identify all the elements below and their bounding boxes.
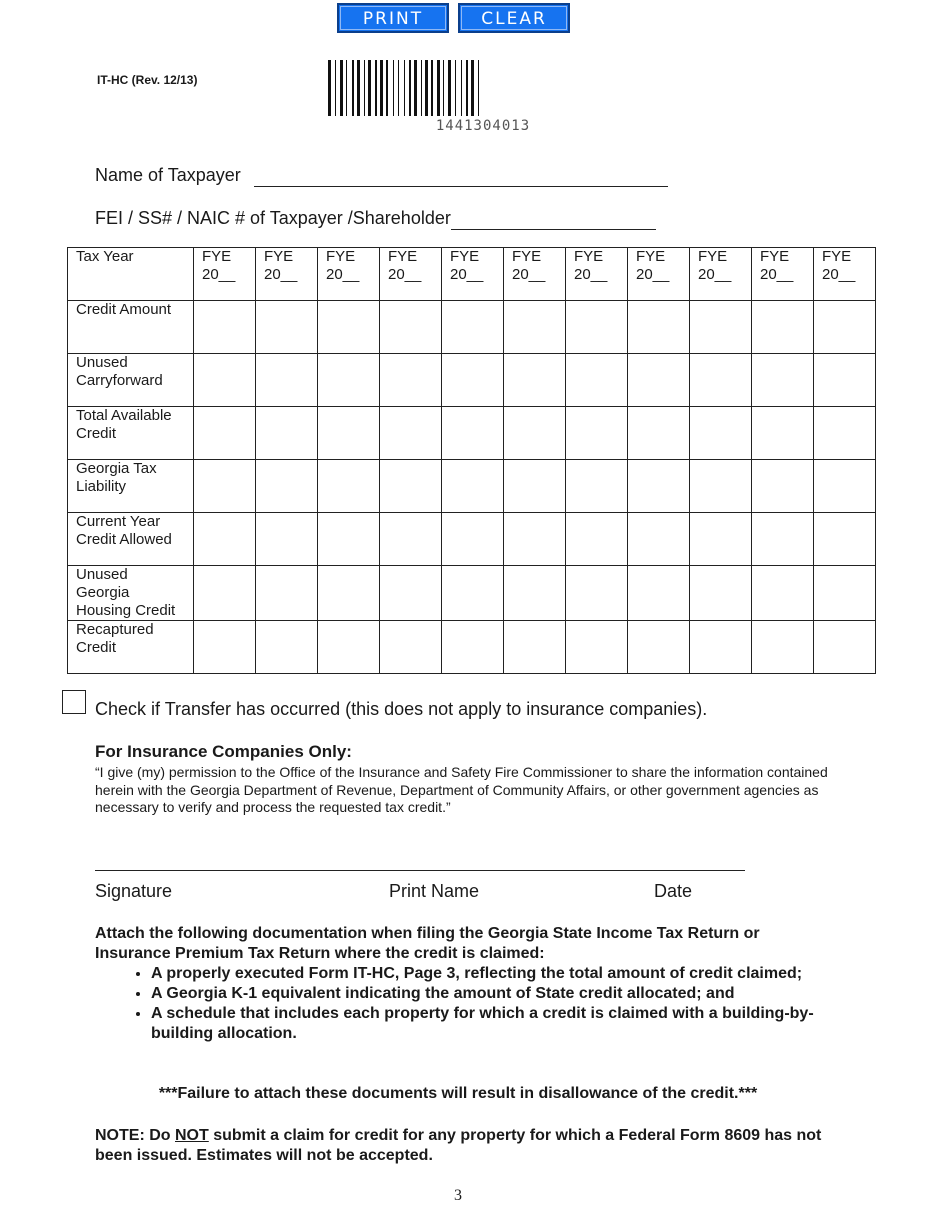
amount-cell[interactable] xyxy=(442,354,504,407)
table-header-row xyxy=(68,248,876,301)
amount-cell[interactable] xyxy=(504,621,566,674)
print-button[interactable]: PRINT xyxy=(337,3,449,33)
row-label-line: Liability xyxy=(76,478,127,495)
row-label-line: Carryforward xyxy=(76,372,163,389)
fye-label: FYE xyxy=(202,248,232,265)
barcode-bar xyxy=(466,60,468,116)
amount-cell[interactable] xyxy=(194,566,256,621)
amount-cell[interactable] xyxy=(194,460,256,513)
fye-year: 20__ xyxy=(450,266,484,283)
credit-table xyxy=(67,247,876,674)
signature-line[interactable] xyxy=(95,870,745,871)
fye-label: FYE xyxy=(636,248,666,265)
fye-year: 20__ xyxy=(326,266,360,283)
fye-year: 20__ xyxy=(574,266,608,283)
taxpayer-id-label: FEI / SS# / NAIC # of Taxpayer /Shareholder xyxy=(95,208,451,228)
table-row xyxy=(68,513,876,566)
barcode-number: 1441304013 xyxy=(435,118,531,134)
barcode-bar xyxy=(364,60,365,116)
barcode-bar xyxy=(368,60,371,116)
table-row xyxy=(68,566,876,621)
amount-cell[interactable] xyxy=(504,301,566,354)
table-row xyxy=(68,460,876,513)
amount-cell[interactable] xyxy=(752,354,814,407)
amount-cell[interactable] xyxy=(194,301,256,354)
clear-button[interactable]: CLEAR xyxy=(458,3,570,33)
fye-label: FYE xyxy=(388,248,418,265)
barcode-bar xyxy=(461,60,462,116)
fye-label: FYE xyxy=(760,248,790,265)
row-label-line: Total Available xyxy=(76,407,172,424)
amount-cell[interactable] xyxy=(380,407,442,460)
taxpayer-name-field[interactable] xyxy=(254,165,668,187)
amount-cell[interactable] xyxy=(752,407,814,460)
amount-cell[interactable] xyxy=(380,513,442,566)
amount-cell[interactable] xyxy=(628,621,690,674)
amount-cell[interactable] xyxy=(256,460,318,513)
fye-year: 20__ xyxy=(760,266,794,283)
amount-cell[interactable] xyxy=(566,301,628,354)
row-label-line: Credit xyxy=(76,639,117,656)
table-row xyxy=(68,354,876,407)
barcode-bar xyxy=(409,60,411,116)
amount-cell[interactable] xyxy=(442,407,504,460)
insurance-permission-text: “I give (my) permission to the Office of the Insurance and Safety Fire Commissioner to share the information contained herein with the Georgia Department of Revenue, Department of Community Affairs, or other government agencies as necessary to verify and process the requested tax credit.” xyxy=(95,764,828,815)
barcode-bar xyxy=(414,60,417,116)
amount-cell[interactable] xyxy=(814,407,876,460)
fye-label: FYE xyxy=(698,248,728,265)
amount-cell[interactable] xyxy=(194,513,256,566)
table-row xyxy=(68,407,876,460)
fye-label: FYE xyxy=(264,248,294,265)
amount-cell[interactable] xyxy=(690,621,752,674)
barcode-bar xyxy=(386,60,388,116)
row-label-line: Housing Credit xyxy=(76,602,176,619)
note-prefix: NOTE: Do xyxy=(95,1127,175,1144)
amount-cell[interactable] xyxy=(566,354,628,407)
amount-cell[interactable] xyxy=(814,566,876,621)
amount-cell[interactable] xyxy=(566,513,628,566)
taxpayer-name-line xyxy=(95,165,668,187)
barcode-bar xyxy=(431,60,433,116)
barcode-bar xyxy=(393,60,394,116)
amount-cell[interactable] xyxy=(380,301,442,354)
table-row xyxy=(68,621,876,674)
fye-label: FYE xyxy=(512,248,542,265)
amount-cell[interactable] xyxy=(380,566,442,621)
barcode-bar xyxy=(357,60,360,116)
amount-cell[interactable] xyxy=(256,513,318,566)
fye-year: 20__ xyxy=(698,266,732,283)
amount-cell[interactable] xyxy=(690,301,752,354)
transfer-checkbox[interactable] xyxy=(62,690,86,714)
amount-cell[interactable] xyxy=(566,407,628,460)
list-item: • A properly executed Form IT-HC, Page 3, reflecting the total amount of credit claimed; xyxy=(151,964,851,984)
amount-cell[interactable] xyxy=(752,566,814,621)
amount-cell[interactable] xyxy=(752,513,814,566)
amount-cell[interactable] xyxy=(566,621,628,674)
amount-cell[interactable] xyxy=(752,621,814,674)
fye-year: 20__ xyxy=(264,266,298,283)
amount-cell[interactable] xyxy=(628,513,690,566)
taxpayer-name-label: Name of Taxpayer xyxy=(95,165,241,185)
amount-cell[interactable] xyxy=(752,460,814,513)
amount-cell[interactable] xyxy=(194,354,256,407)
fye-column-header[interactable] xyxy=(194,248,256,301)
row-label-line: Georgia Tax xyxy=(76,460,157,477)
barcode-bar xyxy=(425,60,428,116)
barcode-bar xyxy=(328,60,331,116)
row-label xyxy=(68,354,194,407)
row-label-line: Current Year xyxy=(76,513,161,530)
list-item: • A Georgia K-1 equivalent indicating the amount of State credit allocated; and xyxy=(151,984,851,1004)
amount-cell[interactable] xyxy=(318,460,380,513)
taxpayer-id-line xyxy=(95,208,656,230)
fye-column-header[interactable] xyxy=(318,248,380,301)
attachment-list xyxy=(95,964,851,1044)
row-label xyxy=(68,301,194,354)
amount-cell[interactable] xyxy=(690,460,752,513)
amount-cell[interactable] xyxy=(318,407,380,460)
amount-cell[interactable] xyxy=(628,407,690,460)
attachment-instructions: Attach the following documentation when filing the Georgia State Income Tax Return or Insurance Premium Tax Return where the credit is claimed: xyxy=(95,925,760,962)
barcode-bar xyxy=(375,60,377,116)
amount-cell[interactable] xyxy=(752,301,814,354)
amount-cell[interactable] xyxy=(442,566,504,621)
row-label-line: Unused xyxy=(76,354,128,371)
amount-cell[interactable] xyxy=(814,354,876,407)
amount-cell[interactable] xyxy=(690,566,752,621)
row-label-line: Credit Allowed xyxy=(76,531,172,548)
barcode-bar xyxy=(455,60,456,116)
amount-cell[interactable] xyxy=(690,513,752,566)
fye-column-header[interactable] xyxy=(628,248,690,301)
fye-label: FYE xyxy=(450,248,480,265)
failure-warning: ***Failure to attach these documents will result in disallowance of the credit.*** xyxy=(158,1085,758,1102)
barcode-bar xyxy=(352,60,354,116)
amount-cell[interactable] xyxy=(442,513,504,566)
amount-cell[interactable] xyxy=(814,621,876,674)
amount-cell[interactable] xyxy=(566,460,628,513)
amount-cell[interactable] xyxy=(256,354,318,407)
amount-cell[interactable] xyxy=(504,460,566,513)
amount-cell[interactable] xyxy=(442,301,504,354)
note-emphasis: NOT xyxy=(175,1127,209,1144)
fye-year: 20__ xyxy=(512,266,546,283)
date-label: Date xyxy=(654,881,693,901)
taxpayer-id-field[interactable] xyxy=(451,208,656,230)
amount-cell[interactable] xyxy=(628,301,690,354)
amount-cell[interactable] xyxy=(380,621,442,674)
row-label-line: Unused xyxy=(76,566,128,583)
barcode-bar xyxy=(380,60,383,116)
fye-year: 20__ xyxy=(636,266,670,283)
barcode-bar xyxy=(421,60,422,116)
barcode-bar xyxy=(448,60,451,116)
row-label-line: Credit xyxy=(76,425,117,442)
fye-label: FYE xyxy=(326,248,356,265)
amount-cell[interactable] xyxy=(256,566,318,621)
transfer-label: Check if Transfer has occurred (this does not apply to insurance companies). xyxy=(95,699,708,719)
amount-cell[interactable] xyxy=(628,460,690,513)
amount-cell[interactable] xyxy=(380,354,442,407)
list-item: • A schedule that includes each property for which a credit is claimed with a building-by-building allocation. xyxy=(151,1004,851,1044)
row-label xyxy=(68,513,194,566)
amount-cell[interactable] xyxy=(504,354,566,407)
row-label xyxy=(68,566,194,621)
amount-cell[interactable] xyxy=(256,621,318,674)
fye-column-header[interactable] xyxy=(752,248,814,301)
amount-cell[interactable] xyxy=(442,621,504,674)
note-text xyxy=(95,1126,825,1166)
note-suffix: submit a claim for credit for any property for which a Federal Form 8609 has not been issued. Estimates will not be accepted. xyxy=(95,1127,822,1164)
fye-column-header[interactable] xyxy=(380,248,442,301)
barcode-bar xyxy=(443,60,444,116)
amount-cell[interactable] xyxy=(318,513,380,566)
fye-year: 20__ xyxy=(202,266,236,283)
barcode-bar xyxy=(471,60,474,116)
barcode-bar xyxy=(335,60,336,116)
row-label-line: Credit Amount xyxy=(76,301,172,318)
barcode-bar xyxy=(346,60,347,116)
page-number: 3 xyxy=(454,1187,462,1204)
fye-column-header[interactable] xyxy=(690,248,752,301)
barcode-bar xyxy=(340,60,343,116)
amount-cell[interactable] xyxy=(814,301,876,354)
fye-year: 20__ xyxy=(822,266,856,283)
insurance-heading: For Insurance Companies Only: xyxy=(95,742,352,761)
row-label xyxy=(68,407,194,460)
amount-cell[interactable] xyxy=(442,460,504,513)
amount-cell[interactable] xyxy=(504,566,566,621)
table-row xyxy=(68,301,876,354)
amount-cell[interactable] xyxy=(628,354,690,407)
row-label-line: Recaptured xyxy=(76,621,154,638)
amount-cell[interactable] xyxy=(628,566,690,621)
amount-cell[interactable] xyxy=(318,566,380,621)
fye-label: FYE xyxy=(574,248,604,265)
fye-column-header[interactable] xyxy=(442,248,504,301)
row-label-line: Georgia xyxy=(76,584,130,601)
fye-column-header[interactable] xyxy=(256,248,318,301)
form-revision: IT-HC (Rev. 12/13) xyxy=(97,73,198,87)
tax-year-header: Tax Year xyxy=(68,248,194,301)
amount-cell[interactable] xyxy=(814,460,876,513)
amount-cell[interactable] xyxy=(318,301,380,354)
amount-cell[interactable] xyxy=(504,407,566,460)
fye-label: FYE xyxy=(822,248,852,265)
amount-cell[interactable] xyxy=(318,354,380,407)
barcode-bar xyxy=(404,60,405,116)
amount-cell[interactable] xyxy=(194,407,256,460)
fye-column-header[interactable] xyxy=(566,248,628,301)
signature-label: Signature xyxy=(95,881,173,901)
amount-cell[interactable] xyxy=(814,513,876,566)
amount-cell[interactable] xyxy=(504,513,566,566)
print-name-label: Print Name xyxy=(389,881,480,901)
amount-cell[interactable] xyxy=(566,566,628,621)
amount-cell[interactable] xyxy=(194,621,256,674)
amount-cell[interactable] xyxy=(318,621,380,674)
barcode-bar xyxy=(437,60,440,116)
amount-cell[interactable] xyxy=(380,460,442,513)
barcode-bar xyxy=(398,60,399,116)
row-label xyxy=(68,460,194,513)
barcode xyxy=(328,60,638,116)
barcode-bar xyxy=(478,60,479,116)
amount-cell[interactable] xyxy=(256,301,318,354)
row-label xyxy=(68,621,194,674)
fye-column-header[interactable] xyxy=(814,248,876,301)
amount-cell[interactable] xyxy=(690,354,752,407)
fye-year: 20__ xyxy=(388,266,422,283)
fye-column-header[interactable] xyxy=(504,248,566,301)
amount-cell[interactable] xyxy=(256,407,318,460)
amount-cell[interactable] xyxy=(690,407,752,460)
